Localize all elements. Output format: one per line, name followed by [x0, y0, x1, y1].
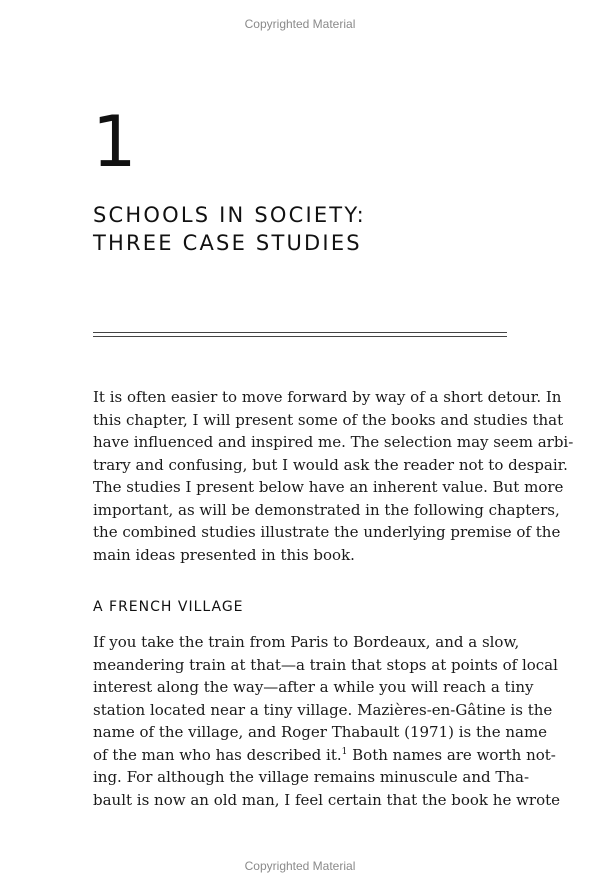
- text-line: this chapter, I will present some of the books and studies that: [93, 410, 564, 429]
- text-line: trary and confusing, but I would ask the reader not to despair.: [93, 455, 568, 474]
- double-rule-divider: [93, 332, 507, 337]
- copyright-watermark-bottom: Copyrighted Material: [244, 859, 356, 873]
- text-line: interest along the way—after a while you will reach a tiny: [93, 678, 534, 696]
- chapter-title-line: THREE CASE STUDIES: [93, 231, 362, 255]
- text-line: station located near a tiny village. Mazières-en-Gâtine is the: [93, 700, 553, 719]
- text-line: main ideas presented in this book.: [93, 545, 355, 564]
- text-line: bault is now an old man, I feel certain that the book he wrote: [93, 790, 561, 809]
- text-fragment: Both names are worth not-: [347, 745, 556, 764]
- chapter-title: [93, 201, 366, 257]
- text-line: the combined studies illustrate the underlying premise of the: [93, 523, 561, 541]
- chapter-number: 1: [92, 101, 135, 183]
- text-line-with-footnote: [93, 744, 556, 767]
- section-paragraph: [93, 631, 561, 811]
- chapter-title-line: SCHOOLS IN SOCIETY:: [93, 203, 366, 227]
- text-fragment: of the man who has described it.: [93, 745, 342, 764]
- text-line: If you take the train from Paris to Bordeaux, and a slow,: [93, 633, 520, 651]
- text-line: important, as will be demonstrated in the following chapters,: [93, 500, 560, 519]
- section-heading: A FRENCH VILLAGE: [93, 599, 244, 615]
- text-line: It is often easier to move forward by way of a short detour. In: [93, 388, 562, 406]
- copyright-watermark-top: Copyrighted Material: [244, 17, 356, 31]
- text-line: ing. For although the village remains minuscule and Tha-: [93, 768, 530, 786]
- text-line: have influenced and inspired me. The selection may seem arbi-: [93, 433, 574, 451]
- text-line: name of the village, and Roger Thabault (1971) is the name: [93, 723, 548, 741]
- intro-paragraph: [93, 386, 574, 566]
- footnote-marker[interactable]: 1: [341, 746, 348, 757]
- text-line: meandering train at that—a train that stops at points of local: [93, 655, 558, 674]
- text-line: The studies I present below have an inherent value. But more: [93, 478, 564, 496]
